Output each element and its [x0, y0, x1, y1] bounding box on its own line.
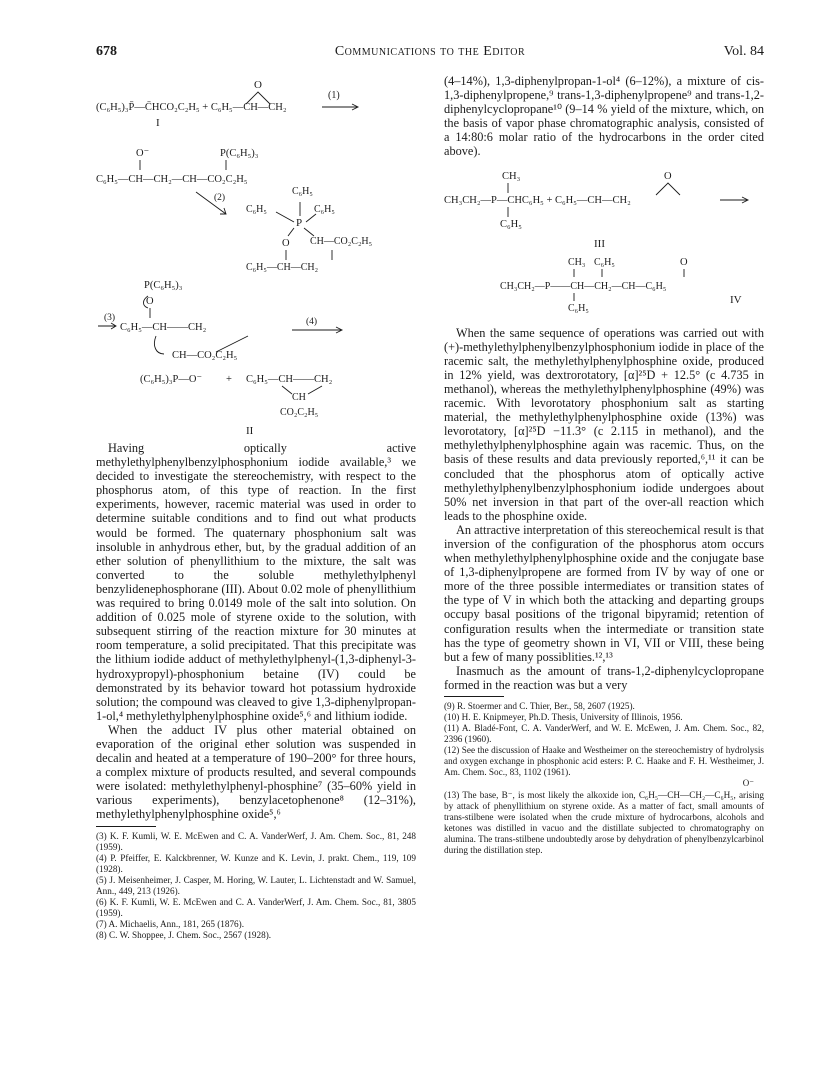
compound-III-label: III	[594, 237, 605, 250]
iii-phenyl: C₆H₅	[500, 218, 522, 230]
compound-IV-label: IV	[730, 293, 742, 306]
iv-phenyl-top: C₆H₅	[594, 256, 615, 268]
spiro-phosphorus: P	[296, 217, 303, 229]
product-phosphine-oxide: (C₆H₅)₃P—O⁻	[140, 374, 203, 385]
right-paragraph-2: An attractive interpretation of this stereochemical result is that inversion of the configuration of the phosphorus atom occurs when methylethylphenylphosphine oxide and the conjugate base of 1,3-diphenylpropene are formed from IV by way of one or more of the three possible intermediates or transition states of the type of V in which both the attacking and departing groups occupy basal positions of the trigonal bipyramid; retention of configuration results when the intermediate or transition state has the type of geometry shown in VI, VII or VIII, these being but a few of many possiblities.¹²,¹³	[444, 522, 764, 664]
eq1-step-number: (1)	[328, 90, 340, 101]
ylide-oxygen: O	[146, 296, 154, 307]
reaction-scheme-right-figure	[444, 165, 764, 315]
footnote-9: (9) R. Stoermer and C. Thier, Ber., 58, 2607 (1925).	[444, 701, 635, 711]
eq1-reactants: (C₆H₅)₃P̄—C̄HCO₂C₂H₅ + C₆H₅—CH—CH₂	[96, 102, 287, 113]
reaction-scheme-left	[96, 74, 416, 407]
footnote-13-structure	[444, 778, 764, 790]
cyclo-ch-ester: CH—CO₂C₂H₅	[172, 350, 238, 361]
product-ch: CH	[292, 392, 306, 402]
footnote-divider-right	[444, 696, 504, 697]
left-paragraph-2: When the adduct IV plus other material obtained on evaporation of the original ether solution was suspended in decalin and heated at a temperature of 190–200° for three hours, a complex mixture of products resulted, and several compounds were isolated: methylethylphenyl-phosphine⁷ (35–60% yield in various experiments), benzylacetophenone⁸ (12–31%), methylethylphenylphosphine oxide⁵,⁶	[96, 722, 416, 822]
compound-I-label: I	[156, 117, 160, 129]
footnote-13: (13) The base, B⁻, is most likely the alkoxide ion, C₆H₅—CH—CH₂—C₆H₅, arising by attack of phenyllithium on styrene oxide. As a matter of fact, small amounts of trans-stilbene were isolated when the crude mixture of hydrocarbons, alcohols and ketones was distilled in vacuo and the distillate subjected to chromatography on alumina. The trans-stilbene undoubtedly arose by dehydration of phenylbenzylcarbinol during the distillation step.	[444, 790, 764, 855]
footnote-8: (8) C. W. Shoppee, J. Chem. Soc., 2567 (1928).	[96, 929, 272, 940]
iv-methyl: CH₃	[568, 256, 586, 268]
spiro-oxygen: O	[282, 238, 290, 249]
step-4-label: (4)	[306, 317, 318, 327]
betaine-o-minus: O⁻	[136, 148, 150, 159]
reaction-scheme-right	[444, 165, 764, 320]
right-paragraph-1: When the same sequence of operations was carried out with (+)-methylethylphenylbenzylphosphonium iodide in place of the racemic salt, the methylethylphenylphosphine oxide, produced in 12% yield, was dextrorotatory, [α]²⁵D + 12.5° (c 4.735 in methanol), whereas the methylethylphenylphosphine (49%) was racemic. With levorotatory phosphonium salt as starting material, the methylethylphenylphosphine oxide (13%) was levorotatory, [α]²⁵D −11.3° (c 2.115 in methanol), and the methylethylphenylphosphine again was racemic. Thus, on the basis of these results and data previously reported,⁶,¹¹ it can be concluded that the phosphorus atom of optically active methylethylphenylbenzylphosphonium iodide undergoes about 50% net inversion in that part of the over-all reaction which leads to the phosphine oxide.	[444, 325, 764, 523]
footnote-3: (3) K. F. Kumli, W. E. McEwen and C. A. VanderWerf, J. Am. Chem. Soc., 81, 248 (1959).	[96, 830, 416, 852]
iv-phenyl-bottom: C₆H₅	[568, 302, 589, 314]
product-plus-sign: +	[226, 374, 232, 385]
iv-equation: CH₃CH₂—P——CH—CH₂—CH—C₆H₅	[500, 280, 667, 292]
step-3-label: (3)	[104, 313, 116, 323]
left-paragraph-1: Having optically active methylethylphenylbenzylphosphonium iodide available,³ we decided to investigate the stereochemistry, with respect to the phosphorus atom, of this type of reaction. In the first experiments, however, racemic material was used in order to determine suitable conditions and to find out what products would be formed. The quaternary phosphonium salt was insoluble in anhydrous ether, but, by the gradual addition of an ether solution of phenyllithium to the mixture, the salt was converted to the soluble methylethylphenyl benzylidenephosphorane (III). About 0.02 mole of phenyllithium was required to bring 0.0149 mole of the salt into solution. On addition of 0.025 mole of styrene oxide to the solution, with subsequent stirring of the reaction mixture for 30 minutes at room temperature, a solid precipitated. That this precipitate was the lithium iodide adduct of methylethylphenyl-(1,3-diphenyl-3-hydroxypropyl)-phosphonium betaine (IV) could be demonstrated by its behavior toward hot potassium hydroxide solution; the compound was cleaved to give 1,3-diphenylpropan-1-ol,⁴ methylethylphenylphosphine oxide⁵,⁶ and lithium iodide.	[96, 441, 416, 723]
ylide-triphenylphosphonio: P(C₆H₅)₃	[144, 280, 183, 291]
journal-page	[96, 44, 764, 1054]
iv-oxygen: O	[680, 256, 688, 268]
iii-epoxide-oxygen: O	[664, 170, 672, 182]
betaine-triphenylphosphonio: P(C₆H₅)₃	[220, 148, 259, 159]
iii-methyl: CH₃	[502, 170, 521, 182]
running-header	[96, 44, 764, 62]
reaction-scheme-left-figure	[96, 74, 416, 402]
left-column	[96, 74, 416, 941]
right-column	[444, 74, 764, 856]
left-footnotes	[96, 831, 416, 941]
product-ester: CO₂C₂H₅	[280, 407, 319, 418]
right-paragraph-top: (4–14%), 1,3-diphenylpropan-1-ol⁴ (6–12%), a mixture of cis-1,3-diphenylpropene,⁹ trans-1,3-diphenylpropene⁹ and trans-1,2-diphenylcyclopropane¹⁰ (9–14 % yield of the mixture, which, on the basis of vapor phase chromatographic analysis, consisted of a 14:80:6 molar ratio of the hydrocarbons in the order cited above).	[444, 74, 764, 159]
left-body-text	[96, 441, 416, 822]
cyclo-carbon-chain: C₆H₅—CH——CH₂	[120, 322, 207, 333]
compound-II-label: II	[246, 425, 254, 437]
fn13-o-minus: O⁻	[742, 778, 754, 788]
right-paragraph-3: Inasmuch as the amount of trans-1,2-diphenylcyclopropane formed in the reaction was but a very	[444, 663, 764, 692]
footnote-12: (12) See the discussion of Haake and Westheimer on the stereochemistry of hydrolysis and oxygen exchange in phosphonic acid esters: P. C. Haake and F. H. Westheimer, J. Am. Chem. Soc., 83, 1102 (1961).	[444, 745, 764, 777]
footnote-10: (10) H. E. Knipmeyer, Ph.D. Thesis, University of Illinois, 1956.	[444, 712, 683, 722]
product-cyclopropane: C₆H₅—CH——CH₂	[246, 374, 333, 385]
eq1-epoxide-oxygen: O	[254, 79, 262, 91]
footnote-6: (6) K. F. Kumli, W. E. McEwen and C. A. VanderWerf, J. Am. Chem. Soc., 81, 3805 (1959).	[96, 896, 416, 918]
step-2-label: (2)	[214, 193, 226, 203]
section-title: Communications to the Editor	[334, 44, 526, 59]
spiro-ch-ester: CH—CO₂C₂H₅	[310, 236, 373, 247]
spiro-phenyl-left: C₆H₅	[246, 204, 267, 215]
product-II-block	[96, 407, 416, 441]
right-body-top	[444, 74, 764, 159]
spiro-phenyl-top: C₆H₅	[292, 186, 313, 197]
page-number: 678	[96, 44, 117, 59]
right-footnotes	[444, 701, 764, 856]
footnote-4: (4) P. Pfeiffer, E. Kalckbrenner, W. Kunze and K. Levin, J. prakt. Chem., 119, 109 (1928).	[96, 852, 416, 874]
spiro-phenyl-right: C₆H₅	[314, 204, 335, 215]
spiro-phenyl-ch-ch2: C₆H₅—CH—CH₂	[246, 262, 319, 273]
footnote-11: (11) A. Bladé-Font, C. A. VanderWerf, and W. E. McEwen, J. Am. Chem. Soc., 82, 2396 (1960).	[444, 723, 764, 744]
footnote-5: (5) J. Meisenheimer, J. Casper, M. Horing, W. Lauter, L. Lichtenstadt and W. Samuel, Ann., 449, 213 (1926).	[96, 874, 416, 896]
iii-equation: CH₃CH₂—P—CHC₆H₅ + C₆H₅—CH—CH₂	[444, 194, 631, 206]
volume-label: Vol. 84	[723, 44, 764, 59]
betaine-carbon-chain: C₆H₅—CH—CH₂—CH—CO₂C₂H₅	[96, 174, 248, 185]
footnote-divider-left	[96, 826, 156, 827]
footnote-7: (7) A. Michaelis, Ann., 181, 265 (1876).	[96, 918, 245, 929]
right-body-text	[444, 326, 764, 692]
